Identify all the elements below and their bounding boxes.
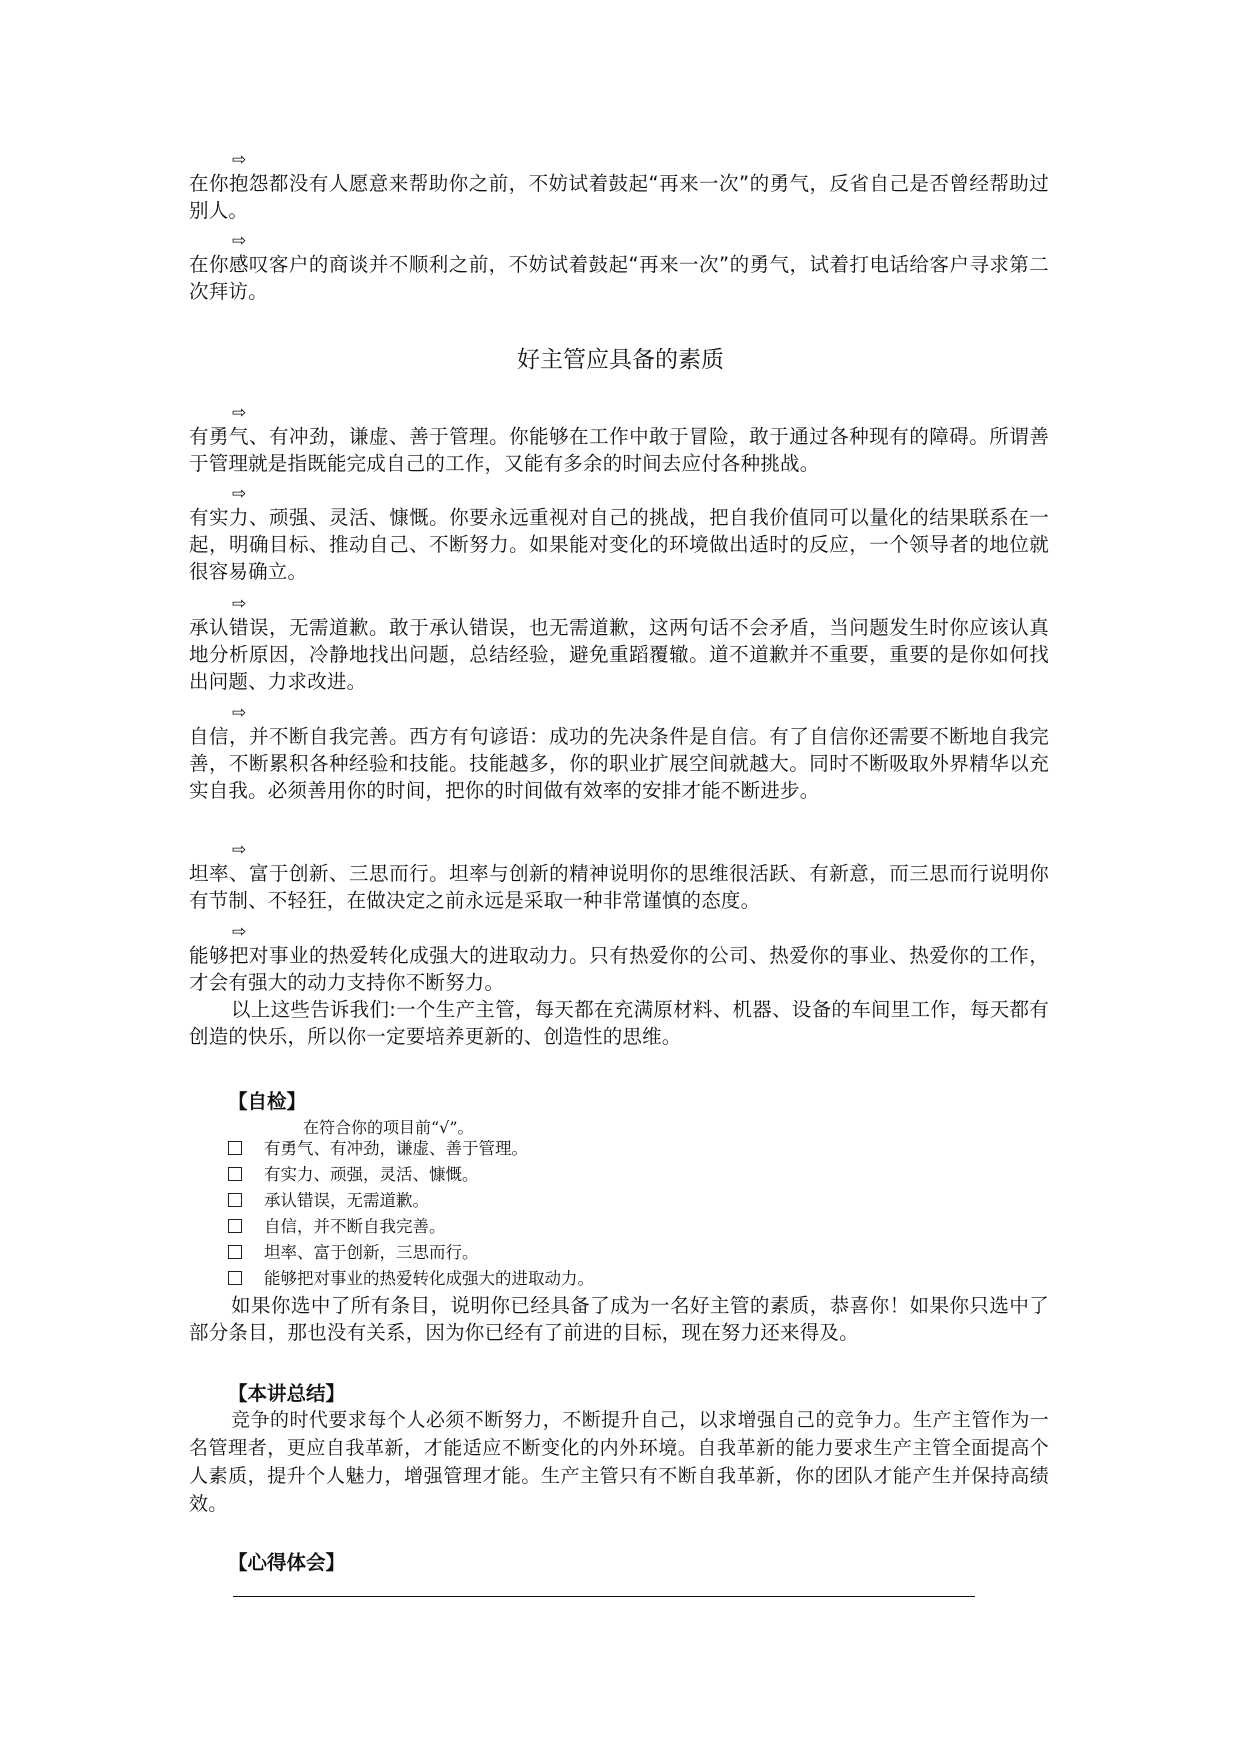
checkbox[interactable] [228, 1193, 242, 1207]
checklist-item[interactable] [228, 1164, 479, 1186]
arrow-icon: ⇨ [232, 703, 247, 723]
arrow-icon: ⇨ [232, 403, 247, 423]
self-check-result: 如果你选中了所有条目，说明你已经具备了成为一名好主管的素质，恭喜你！如果你只选中了部分条目，那也没有关系，因为你已经有了前进的目标，现在努力还来得及。 [189, 1294, 1049, 1344]
checkbox[interactable] [228, 1219, 242, 1233]
quality-paragraph-4: 自信，并不断自我完善。西方有句谚语：成功的先决条件是自信。有了自信你还需要不断地自我完善，不断累积各种经验和技能。技能越多，你的职业扩展空间就越大。同时不断吸取外界精华以充实自我。必须善用你的时间，把你的时间做有效率的安排才能不断进步。 [189, 725, 1049, 802]
arrow-icon: ⇨ [232, 231, 247, 251]
arrow-icon: ⇨ [232, 922, 247, 942]
checklist-item-label: 有勇气、有冲劲，谦虚、善于管理。 [264, 1139, 528, 1158]
summary-heading: 【本讲总结】 [228, 1382, 346, 1405]
reflection-writing-line[interactable] [233, 1596, 975, 1597]
quality-paragraph-2: 有实力、顽强、灵活、慷慨。你要永远重视对自己的挑战，把自我价值同可以量化的结果联系在一起，明确目标、推动自己、不断努力。如果能对变化的环境做出适时的反应，一个领导者的地位就很容易确立。 [189, 506, 1049, 583]
arrow-icon: ⇨ [232, 484, 247, 504]
checklist-item[interactable] [228, 1190, 429, 1212]
checklist-item[interactable] [228, 1242, 479, 1264]
intro-paragraph-1: 在你抱怨都没有人愿意来帮助你之前，不妨试着鼓起“再来一次”的勇气，反省自己是否曾经帮助过别人。 [189, 172, 1049, 222]
arrow-icon: ⇨ [232, 150, 247, 170]
self-check-heading: 【自检】 [228, 1090, 307, 1113]
quality-paragraph-6: 能够把对事业的热爱转化成强大的进取动力。只有热爱你的公司、热爱你的事业、热爱你的工作，才会有强大的动力支持你不断努力。 [189, 944, 1049, 994]
checkbox[interactable] [228, 1167, 242, 1181]
checkbox[interactable] [228, 1271, 242, 1285]
self-check-instruction: 在符合你的项目前“√”。 [303, 1118, 474, 1137]
intro-paragraph-2: 在你感叹客户的商谈并不顺利之前，不妨试着鼓起“再来一次”的勇气，试着打电话给客户寻求第二次拜访。 [189, 253, 1049, 303]
quality-paragraph-1: 有勇气、有冲劲，谦虚、善于管理。你能够在工作中敢于冒险，敢于通过各种现有的障碍。所谓善于管理就是指既能完成自己的工作，又能有多余的时间去应付各种挑战。 [189, 425, 1049, 475]
summary-paragraph: 竞争的时代要求每个人必须不断努力，不断提升自己，以求增强自己的竞争力。生产主管作为一名管理者，更应自我革新，才能适应不断变化的内外环境。自我革新的能力要求生产主管全面提高个人素质，提升个人魅力，增强管理才能。生产主管只有不断自我革新，你的团队才能产生并保持高绩效。 [189, 1409, 1049, 1515]
checklist-item-label: 有实力、顽强，灵活、慷慨。 [264, 1165, 479, 1184]
checkbox[interactable] [228, 1245, 242, 1259]
checklist-item[interactable] [228, 1268, 594, 1290]
checklist-item[interactable] [228, 1216, 446, 1238]
checkbox[interactable] [228, 1141, 242, 1155]
conclusion-paragraph: 以上这些告诉我们:一个生产主管，每天都在充满原材料、机器、设备的车间里工作，每天都有创造的快乐，所以你一定要培养更新的、创造性的思维。 [189, 998, 1049, 1048]
checklist-item-label: 自信，并不断自我完善。 [264, 1217, 446, 1236]
arrow-icon: ⇨ [232, 594, 247, 614]
checklist-item[interactable] [228, 1138, 528, 1160]
section-title: 好主管应具备的素质 [517, 347, 724, 373]
quality-paragraph-5: 坦率、富于创新、三思而行。坦率与创新的精神说明你的思维很活跃、有新意，而三思而行说明你有节制、不轻狂，在做决定之前永远是采取一种非常谨慎的态度。 [189, 862, 1049, 912]
checklist-item-label: 坦率、富于创新，三思而行。 [264, 1243, 479, 1262]
quality-paragraph-3: 承认错误，无需道歉。敢于承认错误，也无需道歉，这两句话不会矛盾，当问题发生时你应该认真地分析原因，冷静地找出问题，总结经验，避免重蹈覆辙。道不道歉并不重要，重要的是你如何找出问题、力求改进。 [189, 616, 1049, 693]
arrow-icon: ⇨ [232, 840, 247, 860]
checklist-item-label: 承认错误，无需道歉。 [264, 1191, 429, 1210]
checklist-item-label: 能够把对事业的热爱转化成强大的进取动力。 [264, 1269, 594, 1288]
reflection-heading: 【心得体会】 [228, 1551, 346, 1574]
